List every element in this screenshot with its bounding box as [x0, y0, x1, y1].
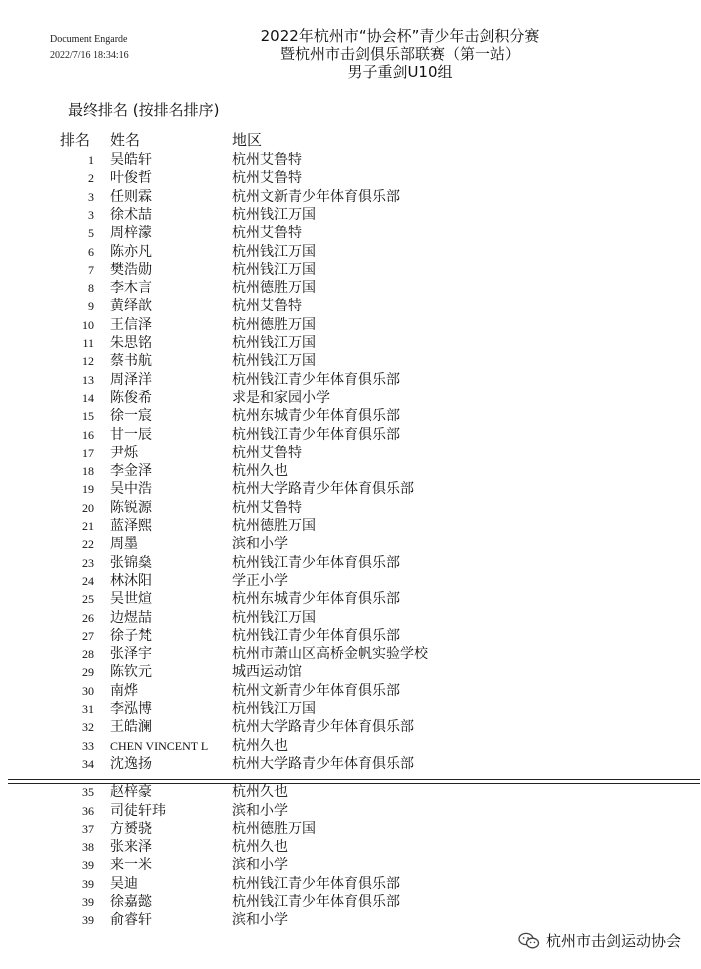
region-cell: 杭州德胜万国 — [232, 280, 316, 297]
name-cell: 朱思铭 — [110, 335, 152, 351]
title-line-1: 2022年杭州市“协会杯”青少年击剑积分赛 — [260, 27, 540, 45]
table-row — [0, 261, 701, 279]
name-cell: 甘一辰 — [110, 426, 152, 443]
table-row — [0, 609, 701, 627]
region-cell: 滨和小学 — [232, 536, 288, 553]
rank-cell: 21 — [82, 519, 94, 533]
table-row — [0, 297, 701, 315]
rank-cell: 17 — [82, 445, 94, 460]
table-row — [0, 352, 701, 370]
region-cell: 杭州钱江万国 — [232, 206, 316, 223]
region-cell: 杭州钱江万国 — [232, 609, 316, 626]
name-cell: 赵梓豪 — [110, 784, 152, 801]
rank-cell: 23 — [82, 555, 94, 570]
page-title — [200, 27, 600, 81]
name-cell: 尹烁 — [110, 444, 138, 461]
region-cell: 杭州文新青少年体育俱乐部 — [232, 682, 400, 699]
table-row — [0, 856, 701, 874]
rank-cell: 3 — [88, 189, 94, 204]
table-row — [0, 645, 701, 663]
rank-cell: 39 — [82, 895, 94, 909]
name-cell: 张锦燊 — [110, 554, 152, 571]
table-row — [0, 590, 701, 608]
region-cell: 滨和小学 — [232, 857, 288, 874]
rank-cell: 39 — [82, 858, 94, 873]
wechat-icon — [518, 932, 540, 950]
header-region: 地区 — [232, 131, 263, 149]
rank-cell: 18 — [82, 464, 94, 479]
rank-cell: 25 — [82, 592, 94, 607]
region-cell: 求是和家园小学 — [232, 389, 330, 406]
name-cell: 蓝泽熙 — [110, 518, 152, 534]
name-cell: 张泽宇 — [110, 646, 152, 663]
name-cell: 任则霖 — [110, 188, 152, 205]
rank-cell: 19 — [82, 482, 94, 497]
rank-cell: 24 — [82, 573, 94, 588]
name-cell: 徐嘉懿 — [110, 894, 152, 910]
region-cell: 杭州文新青少年体育俱乐部 — [232, 188, 400, 205]
name-cell: 王信泽 — [110, 316, 152, 333]
rank-cell: 13 — [82, 372, 94, 387]
table-row — [0, 535, 701, 553]
region-cell: 杭州钱江青少年体育俱乐部 — [232, 875, 400, 892]
rank-cell: 30 — [82, 683, 94, 698]
table-row — [0, 737, 701, 755]
table-row — [0, 572, 701, 590]
region-cell: 杭州久也 — [232, 737, 288, 754]
rank-cell: 1 — [88, 153, 94, 167]
region-cell: 杭州久也 — [232, 839, 288, 856]
watermark-text: 杭州市击剑运动协会 — [545, 932, 681, 950]
table-row — [0, 444, 701, 462]
name-cell: 林沐阳 — [110, 572, 152, 589]
rank-cell: 9 — [88, 299, 94, 314]
divider-bottom — [8, 783, 700, 784]
rank-cell: 33 — [82, 738, 94, 753]
table-row — [0, 783, 701, 801]
table-row — [0, 243, 701, 261]
rank-cell: 14 — [82, 390, 94, 405]
meta-timestamp: 2022/7/16 18:34:16 — [50, 50, 129, 61]
table-row — [0, 169, 701, 187]
name-cell: 蔡书航 — [110, 353, 152, 370]
region-cell: 滨和小学 — [232, 802, 288, 819]
region-cell: 杭州德胜万国 — [232, 316, 316, 333]
rank-cell: 35 — [82, 785, 94, 800]
name-cell: 陈亦凡 — [110, 243, 152, 260]
region-cell: 杭州德胜万国 — [232, 518, 316, 534]
table-row — [0, 316, 701, 334]
table-row — [0, 334, 701, 352]
title-line-2: 暨杭州市击剑俱乐部联赛（第一站） — [279, 45, 520, 63]
region-cell: 杭州钱江青少年体育俱乐部 — [232, 894, 400, 910]
name-cell: 来一米 — [110, 857, 152, 874]
name-cell: 边煜喆 — [110, 609, 152, 626]
document-meta — [50, 32, 129, 64]
rank-cell: 27 — [82, 628, 94, 643]
table-row — [0, 462, 701, 480]
rank-cell: 7 — [88, 262, 94, 277]
table-row — [0, 911, 701, 929]
table-row — [0, 371, 701, 389]
table-row — [0, 820, 701, 838]
region-cell: 杭州钱江万国 — [232, 335, 316, 351]
title-line-3: 男子重剑U10组 — [347, 63, 453, 81]
name-cell: 徐子梵 — [110, 627, 152, 644]
table-row — [0, 755, 701, 773]
name-cell: 陈钦元 — [110, 664, 152, 681]
rank-cell: 10 — [82, 317, 94, 332]
table-row — [0, 700, 701, 718]
name-cell: 李泓博 — [110, 701, 152, 717]
name-cell: 吴迪 — [110, 875, 138, 892]
rank-cell: 20 — [82, 500, 94, 515]
region-cell: 杭州艾鲁特 — [232, 499, 302, 516]
rank-cell: 32 — [82, 720, 94, 735]
rank-cell: 36 — [82, 803, 94, 818]
rank-cell: 31 — [82, 702, 94, 716]
name-cell: 吴中浩 — [110, 481, 152, 498]
region-cell: 学正小学 — [232, 572, 288, 589]
watermark — [518, 930, 681, 951]
rank-cell: 6 — [88, 244, 94, 259]
rank-cell: 28 — [82, 647, 94, 662]
region-cell: 杭州钱江万国 — [232, 243, 316, 260]
name-cell: 王皓澜 — [110, 719, 152, 736]
table-row — [0, 426, 701, 444]
region-cell: 杭州艾鲁特 — [232, 298, 302, 315]
table-row — [0, 554, 701, 572]
name-cell: 陈俊希 — [110, 389, 152, 406]
region-cell: 杭州钱江万国 — [232, 701, 316, 717]
rank-cell: 15 — [82, 409, 94, 424]
name-cell: 张来泽 — [110, 839, 152, 856]
rank-cell: 26 — [82, 610, 94, 625]
name-cell: 叶俊哲 — [110, 170, 152, 187]
name-cell: 李木言 — [110, 280, 152, 297]
region-cell: 城西运动馆 — [232, 664, 302, 681]
header-rank: 排名 — [60, 131, 91, 149]
table-row — [0, 389, 701, 407]
region-cell: 杭州大学路青少年体育俱乐部 — [232, 481, 414, 498]
table-row — [0, 279, 701, 297]
region-cell: 杭州久也 — [232, 784, 288, 801]
table-row — [0, 663, 701, 681]
table-row — [0, 407, 701, 425]
region-cell: 杭州钱江青少年体育俱乐部 — [232, 627, 400, 644]
name-cell: 徐术喆 — [110, 206, 152, 223]
name-cell: 周墨 — [110, 536, 138, 553]
region-cell: 杭州德胜万国 — [232, 820, 316, 837]
region-cell: 杭州市萧山区高桥金帆实验学校 — [232, 646, 428, 663]
name-cell: 吴皓轩 — [110, 152, 152, 168]
table-row — [0, 499, 701, 517]
name-cell: 周泽洋 — [110, 371, 152, 388]
table-row — [0, 802, 701, 820]
table-header — [0, 129, 701, 149]
name-cell: 司徒轩玮 — [110, 802, 166, 819]
region-cell: 杭州东城青少年体育俱乐部 — [232, 408, 400, 425]
name-cell: 樊浩勋 — [110, 261, 152, 278]
rank-cell: 39 — [82, 913, 94, 928]
region-cell: 杭州艾鲁特 — [232, 170, 302, 187]
table-row — [0, 188, 701, 206]
table-row — [0, 517, 701, 535]
rank-cell: 37 — [82, 821, 94, 836]
region-cell: 杭州大学路青少年体育俱乐部 — [232, 719, 414, 736]
rank-cell: 12 — [82, 354, 94, 369]
table-row — [0, 893, 701, 911]
region-cell: 滨和小学 — [232, 912, 288, 929]
ranking-subheading: 最终排名 (按排名排序) — [68, 101, 220, 119]
table-row — [0, 838, 701, 856]
region-cell: 杭州钱江万国 — [232, 261, 316, 278]
name-cell: 徐一宸 — [110, 408, 152, 425]
rank-cell: 11 — [82, 336, 94, 350]
region-cell: 杭州钱江万国 — [232, 353, 316, 370]
region-cell: 杭州艾鲁特 — [232, 225, 302, 242]
name-cell: CHEN VINCENT L — [110, 738, 209, 753]
table-row — [0, 480, 701, 498]
meta-software: Document Engarde — [50, 34, 128, 45]
name-cell: 吴世煊 — [110, 591, 152, 608]
rank-cell: 38 — [82, 840, 94, 855]
rank-cell: 16 — [82, 427, 94, 442]
region-cell: 杭州钱江青少年体育俱乐部 — [232, 426, 400, 443]
rank-cell: 34 — [82, 756, 94, 771]
region-cell: 杭州钱江青少年体育俱乐部 — [232, 554, 400, 571]
name-cell: 周梓濛 — [110, 225, 152, 242]
name-cell: 黄绎歆 — [110, 298, 152, 315]
name-cell: 南烨 — [110, 682, 138, 699]
table-row — [0, 875, 701, 893]
header-name: 姓名 — [110, 131, 141, 149]
table-row — [0, 151, 701, 169]
rank-cell: 22 — [82, 537, 94, 552]
rank-cell: 2 — [88, 171, 94, 186]
table-row — [0, 206, 701, 224]
rank-cell: 29 — [82, 665, 94, 680]
rank-cell: 3 — [88, 207, 94, 222]
region-cell: 杭州艾鲁特 — [232, 152, 302, 168]
name-cell: 李金泽 — [110, 463, 152, 480]
rank-cell: 8 — [88, 281, 94, 296]
region-cell: 杭州久也 — [232, 463, 288, 480]
table-row — [0, 682, 701, 700]
table-row — [0, 627, 701, 645]
region-cell: 杭州大学路青少年体育俱乐部 — [232, 755, 414, 772]
rank-cell: 5 — [88, 226, 94, 241]
region-cell: 杭州钱江青少年体育俱乐部 — [232, 371, 400, 388]
table-row — [0, 224, 701, 242]
name-cell: 俞睿轩 — [110, 912, 152, 929]
divider-top — [8, 779, 700, 780]
region-cell: 杭州东城青少年体育俱乐部 — [232, 591, 400, 608]
name-cell: 沈逸扬 — [110, 755, 152, 772]
region-cell: 杭州艾鲁特 — [232, 444, 302, 461]
name-cell: 方赟骁 — [110, 820, 152, 837]
name-cell: 陈锐源 — [110, 499, 152, 516]
rank-cell: 39 — [82, 876, 94, 891]
table-row — [0, 718, 701, 736]
